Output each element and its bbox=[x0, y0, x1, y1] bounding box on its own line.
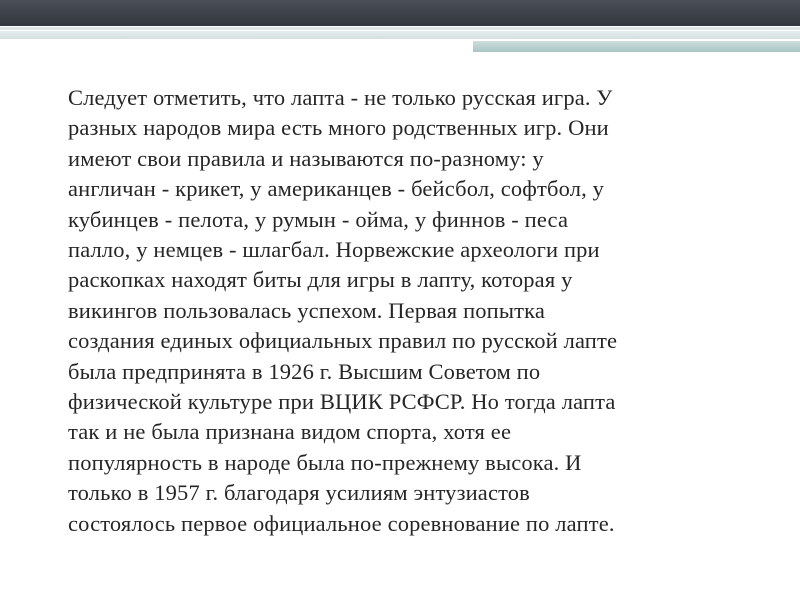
paragraph-line: разных народов мира есть много родственных игр. Они bbox=[68, 115, 609, 141]
body-paragraph bbox=[68, 83, 728, 539]
paragraph-line: только в 1957 г. благодаря усилиям энтузиастов bbox=[68, 480, 530, 506]
accent-block bbox=[473, 41, 800, 52]
paragraph-line: так и не была признана видом спорта, хотя ее bbox=[68, 419, 512, 445]
paragraph-line: состоялось первое официальное соревнование по лапте. bbox=[68, 510, 615, 536]
paragraph-line: создания единых официальных правил по русской лапте bbox=[68, 328, 618, 354]
paragraph-line: викингов пользовалась успехом. Первая попытка bbox=[68, 297, 545, 323]
paragraph-line: англичан - крикет, у американцев - бейсбол, софтбол, у bbox=[68, 176, 605, 202]
paragraph-line: популярность в народе была по-прежнему высока. И bbox=[68, 449, 582, 475]
accent-stripe-wide bbox=[0, 31, 800, 39]
accent-stripe bbox=[0, 27, 800, 30]
paragraph-line: физической культуре при ВЦИК РСФСР. Но тогда лапта bbox=[68, 389, 616, 415]
paragraph-line: палло, у немцев - шлагбал. Норвежские археологи при bbox=[68, 237, 600, 263]
paragraph-line: Следует отметить, что лапта - не только русская игра. У bbox=[68, 85, 613, 110]
paragraph-line: имеют свои правила и называются по-разному: у bbox=[68, 145, 544, 171]
paragraph-line: была предпринята в 1926 г. Высшим Советом по bbox=[68, 358, 541, 384]
paragraph-line: раскопках находят биты для игры в лапту, которая у bbox=[68, 267, 573, 293]
paragraph-line: кубинцев - пелота, у румын - ойма, у финнов - песа bbox=[68, 206, 569, 232]
header-band bbox=[0, 0, 800, 26]
